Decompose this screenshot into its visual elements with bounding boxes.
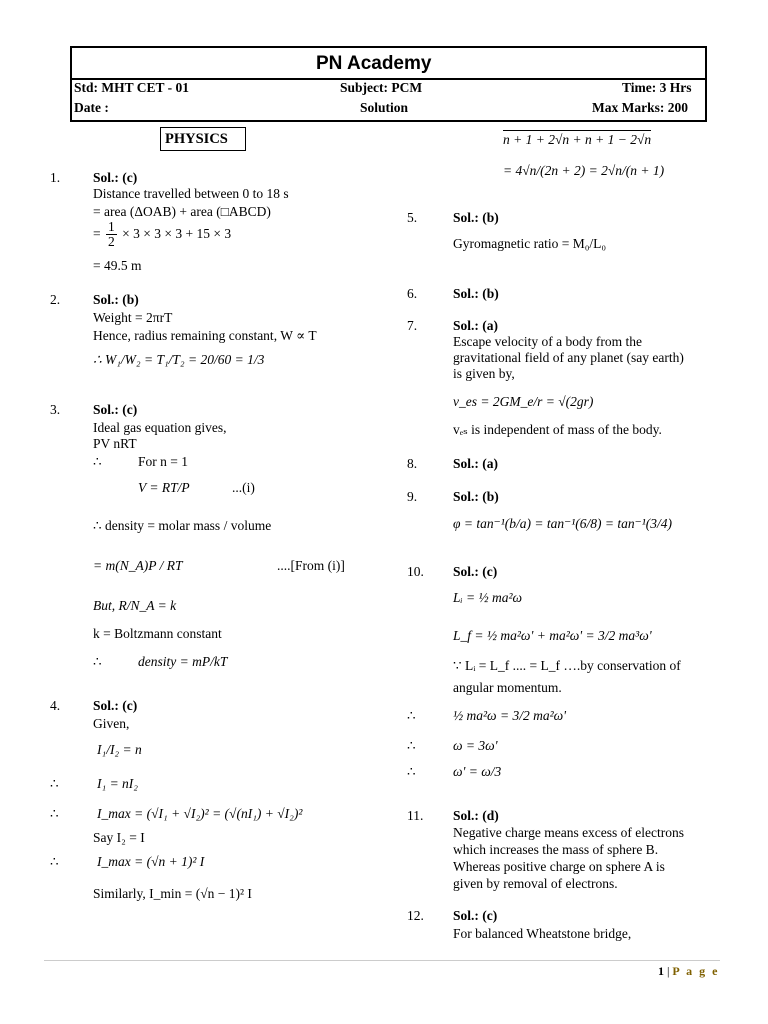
q11-number: 11. — [407, 808, 424, 823]
q10-number: 10. — [407, 564, 424, 579]
q4-therefore-1: ∴ — [50, 776, 59, 791]
q4-line1: Given, — [93, 716, 130, 731]
q10-line5: ½ ma²ω = 3/2 ma²ω' — [453, 708, 567, 723]
q10-line4: angular momentum. — [453, 680, 562, 695]
q12-number: 12. — [407, 908, 424, 923]
q10-line6: ω = 3ω' — [453, 738, 498, 753]
q6-sol: Sol.: (b) — [453, 286, 499, 301]
q11-line4: given by removal of electrons. — [453, 876, 618, 891]
q2-sol: Sol.: (b) — [93, 292, 139, 307]
time-label: Time: 3 Hrs — [622, 80, 692, 95]
q10-therefore-2: ∴ — [407, 738, 416, 753]
q7-line1: Escape velocity of a body from the — [453, 334, 642, 349]
q1-line1: Distance travelled between 0 to 18 s — [93, 186, 289, 201]
q3-number: 3. — [50, 402, 61, 417]
max-marks-label: Max Marks: 200 — [592, 100, 688, 115]
q7-sol: Sol.: (a) — [453, 318, 498, 333]
q7-line3: is given by, — [453, 366, 515, 381]
page-number: 1 — [658, 964, 664, 978]
q2-line2: Hence, radius remaining constant, W ∝ T — [93, 328, 317, 343]
q4-sol: Sol.: (c) — [93, 698, 138, 713]
q11-line3: Whereas positive charge on sphere A is — [453, 859, 665, 874]
page-separator: | — [664, 964, 673, 978]
q7-line4: v_es = 2GM_e/r = √(2gr) — [453, 394, 594, 409]
q11-line1: Negative charge means excess of electrons — [453, 825, 685, 840]
q1-sol: Sol.: (c) — [93, 170, 138, 185]
q3-sol: Sol.: (c) — [93, 402, 138, 417]
q6-number: 6. — [407, 286, 418, 301]
q5-sol: Sol.: (b) — [453, 210, 499, 225]
q3-therefore-2: ∴ — [93, 654, 102, 669]
q12-line1: For balanced Wheatstone bridge, — [453, 926, 632, 941]
q2-line3: ∴ W₁/W₂ = T₁/T₂ = 20/60 = 1/3 — [93, 352, 265, 367]
q1-line2: = area (ΔOAB) + area (□ABCD) — [93, 204, 271, 219]
q4-line2: I₁/I₂ = n — [97, 742, 142, 757]
q10-therefore-3: ∴ — [407, 764, 416, 779]
q10-therefore-1: ∴ — [407, 708, 416, 723]
q10-sol: Sol.: (c) — [453, 564, 498, 579]
q9-line1: φ = tan⁻¹(b/a) = tan⁻¹(6/8) = tan⁻¹(3/4) — [453, 516, 673, 531]
q2-line1: Weight = 2πrT — [93, 310, 173, 325]
date-label: Date : — [74, 100, 109, 115]
q3-line2: PV nRT — [93, 436, 137, 451]
q11-line2: which increases the mass of sphere B. — [453, 842, 659, 857]
q7-number: 7. — [407, 318, 418, 333]
page-label: P a g e — [672, 964, 720, 978]
subject-label: Subject: PCM — [340, 80, 423, 95]
footer-divider — [44, 960, 720, 961]
q9-sol: Sol.: (b) — [453, 489, 499, 504]
q3-line5: ∴ density = molar mass / volume — [93, 518, 272, 533]
q8-number: 8. — [407, 456, 418, 471]
q1-line4: = 49.5 m — [93, 258, 142, 273]
q4-therefore-2: ∴ — [50, 806, 59, 821]
q12-sol: Sol.: (c) — [453, 908, 498, 923]
q8-sol: Sol.: (a) — [453, 456, 498, 471]
page-footer — [658, 964, 719, 979]
q3-ref-i: ...(i) — [232, 480, 255, 495]
q10-line1: Lᵢ = ½ ma²ω — [453, 590, 523, 605]
q7-line5: vₑₛ is independent of mass of the body. — [453, 422, 662, 437]
q4-line3: I₁ = nI₂ — [97, 776, 138, 791]
solution-label: Solution — [360, 100, 409, 115]
q3-line1: Ideal gas equation gives, — [93, 420, 227, 435]
q11-sol: Sol.: (d) — [453, 808, 499, 823]
q1-number: 1. — [50, 170, 61, 185]
q5-number: 5. — [407, 210, 418, 225]
q3-ref-from-i: ....[From (i)] — [277, 558, 345, 573]
q10-line3: ∵ Lᵢ = L_f .... = L_f ….by conservation of — [453, 658, 681, 673]
q4-therefore-3: ∴ — [50, 854, 59, 869]
q4-line7: Similarly, I_min = (√n − 1)² I — [93, 886, 252, 901]
q3-therefore-1: ∴ — [93, 454, 102, 469]
q2-number: 2. — [50, 292, 61, 307]
q3-line4: V = RT/P — [138, 480, 190, 495]
q4-cont-line1: n + 1 + 2√n + n + 1 − 2√n — [503, 132, 652, 147]
std-label: Std: MHT CET - 01 — [74, 80, 190, 95]
q7-line2: gravitational field of any planet (say earth) — [453, 350, 684, 365]
q5-line1: Gyromagnetic ratio = M₀/L₀ — [453, 236, 607, 251]
q1-line3: = $\frac{1}{2}$ × 3 × 3 × 3 + 15 × 3 — [93, 219, 232, 250]
q3-line6: = m(N_A)P / RT — [93, 558, 183, 573]
q3-line7: But, R/N_A = k — [93, 598, 177, 613]
q9-number: 9. — [407, 489, 418, 504]
q3-line3: For n = 1 — [138, 454, 188, 469]
section-title: PHYSICS — [165, 131, 228, 147]
q4-cont-line2: = 4√n/(2n + 2) = 2√n/(n + 1) — [503, 163, 665, 178]
q4-line5: Say I₂ = I — [93, 830, 145, 845]
q4-line4: I_max = (√I₁ + √I₂)² = (√(nI₁) + √I₂)² — [97, 806, 303, 821]
q4-line6: I_max = (√n + 1)² I — [97, 854, 205, 869]
q3-line8: k = Boltzmann constant — [93, 626, 222, 641]
q4-number: 4. — [50, 698, 61, 713]
q10-line7: ω' = ω/3 — [453, 764, 502, 779]
q10-line2: L_f = ½ ma²ω' + ma²ω' = 3/2 ma³ω' — [453, 628, 652, 643]
page-title: PN Academy — [316, 53, 432, 74]
q3-line9: density = mP/kT — [138, 654, 228, 669]
